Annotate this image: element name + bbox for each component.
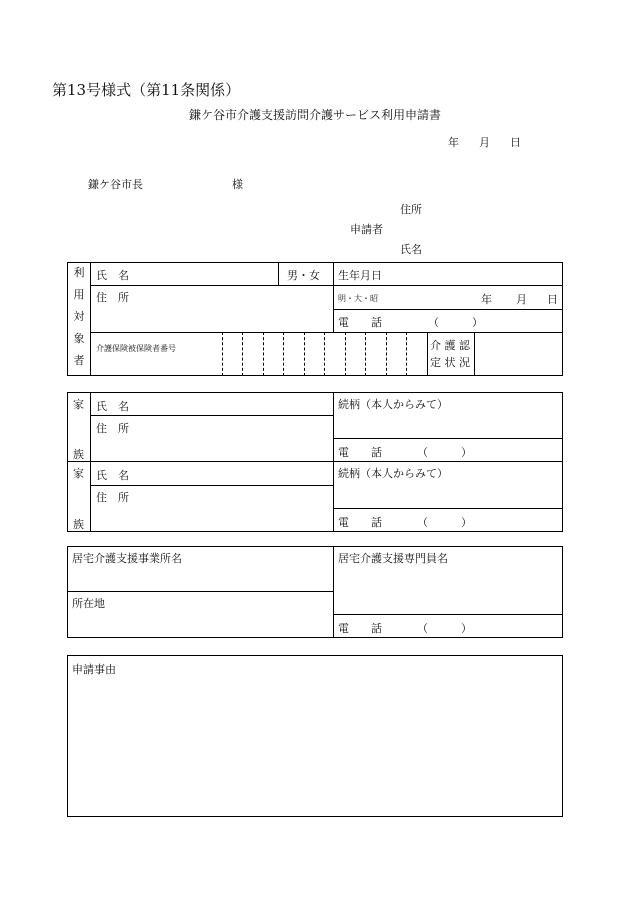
divider xyxy=(333,285,563,286)
family-side-bottom: 族 xyxy=(73,448,84,461)
divider xyxy=(333,438,563,439)
addressee: 鎌ケ谷市長 xyxy=(88,178,143,191)
side-char: 者 xyxy=(73,354,85,367)
birth-year-label: 年 xyxy=(481,293,492,306)
divider xyxy=(333,546,334,638)
digit-divider xyxy=(365,332,366,376)
date-day: 日 xyxy=(510,136,521,149)
family-section-border xyxy=(67,392,563,532)
user-side-label xyxy=(72,262,86,372)
document-title: 鎌ケ谷市介護支援訪問介護サービス利用申請書 xyxy=(188,108,441,122)
digit-divider xyxy=(406,332,407,376)
family-phone-label: 電 話 xyxy=(338,516,382,529)
family-name-label: 氏 名 xyxy=(96,400,129,413)
honorific: 様 xyxy=(232,178,243,191)
divider xyxy=(90,262,91,376)
divider xyxy=(333,614,563,615)
divider xyxy=(333,392,334,532)
divider xyxy=(278,262,279,285)
user-address-label: 住 所 xyxy=(96,291,129,304)
family-side-top: 家 xyxy=(73,398,84,411)
digit-divider xyxy=(263,332,264,376)
digit-divider xyxy=(324,332,325,376)
side-char: 対 xyxy=(73,310,85,323)
date-line xyxy=(448,134,541,150)
divider xyxy=(67,461,563,462)
form-number: 第13号様式（第11条関係） xyxy=(52,81,241,99)
digit-divider xyxy=(345,332,346,376)
specialist-name-label: 居宅介護支援専門員名 xyxy=(338,552,448,565)
divider xyxy=(333,262,334,332)
user-phone-label: 電 話 xyxy=(338,316,382,329)
applicant-address-label: 住所 xyxy=(400,203,422,216)
care-cert-label-1: 介 護 認 xyxy=(430,339,470,352)
office-phone-label: 電 話 xyxy=(338,622,382,635)
office-location-label: 所在地 xyxy=(72,597,105,610)
divider xyxy=(333,309,563,310)
applicant-label: 申請者 xyxy=(350,223,383,236)
family-phone-label: 電 話 xyxy=(338,446,382,459)
family-side-bottom: 族 xyxy=(73,518,84,531)
family-side-top: 家 xyxy=(73,467,84,480)
date-year: 年 xyxy=(448,136,459,149)
side-char: 用 xyxy=(73,288,85,301)
reason-box xyxy=(67,655,563,817)
divider xyxy=(333,508,563,509)
side-char: 利 xyxy=(73,266,85,279)
divider xyxy=(90,392,91,532)
reason-label: 申請事由 xyxy=(72,663,116,676)
family-phone-parens: （ ） xyxy=(417,516,472,529)
divider xyxy=(90,285,333,286)
date-month: 月 xyxy=(479,136,490,149)
family-relation-label: 続柄（本人からみて） xyxy=(338,398,448,411)
care-cert-label-2: 定 状 況 xyxy=(430,356,470,369)
divider xyxy=(90,485,333,486)
family-phone-parens: （ ） xyxy=(417,446,472,459)
digit-divider xyxy=(386,332,387,376)
divider xyxy=(90,415,333,416)
family-name-label: 氏 名 xyxy=(96,469,129,482)
digit-divider xyxy=(304,332,305,376)
birthdate-label: 生年月日 xyxy=(338,269,382,282)
office-phone-parens: （ ） xyxy=(417,622,472,635)
divider xyxy=(67,591,333,592)
digit-divider xyxy=(283,332,284,376)
divider xyxy=(474,332,475,376)
digit-divider xyxy=(242,332,243,376)
user-name-label: 氏 名 xyxy=(96,269,129,282)
family-relation-label: 続柄（本人からみて） xyxy=(338,467,448,480)
family-address-label: 住 所 xyxy=(96,491,129,504)
user-phone-parens: （ ） xyxy=(428,316,483,329)
birth-month-label: 月 xyxy=(516,293,527,306)
side-char: 象 xyxy=(73,332,85,345)
office-name-label: 居宅介護支援事業所名 xyxy=(72,552,182,565)
applicant-name-label: 氏名 xyxy=(400,243,422,256)
birth-day-label: 日 xyxy=(547,293,558,306)
divider xyxy=(90,332,563,333)
insurance-number-label: 介護保険被保険者番号 xyxy=(96,344,176,353)
family-address-label: 住 所 xyxy=(96,422,129,435)
divider xyxy=(427,332,428,376)
gender-field: 男・女 xyxy=(287,269,320,282)
digit-divider xyxy=(222,332,223,376)
era-label: 明・大・昭 xyxy=(338,294,378,303)
